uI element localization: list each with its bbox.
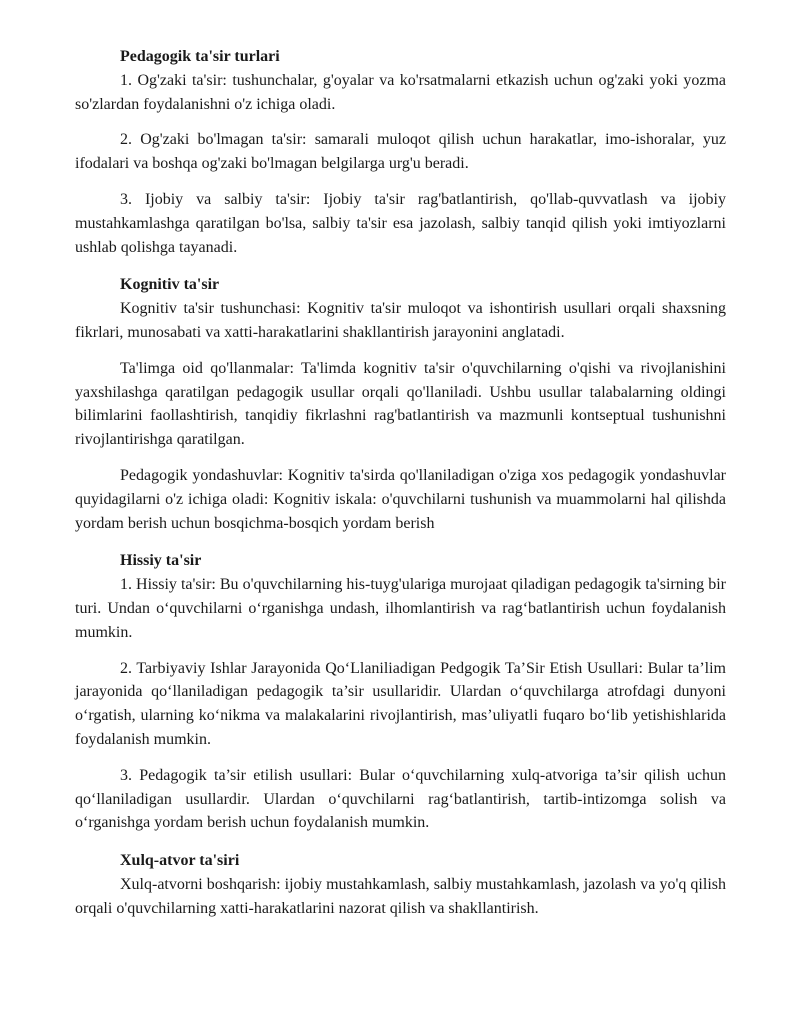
paragraph: Pedagogik yondashuvlar: Kognitiv ta'sirda qo'llaniladigan o'ziga xos pedagogik yondashuvlar quyidagilarni o'z ichiga oladi: Kognitiv iskala: o'quvchilarni tushunish va muammolarni hal qilishda yordam berish uchun bosqichma-bosqich yordam berish <box>75 466 726 532</box>
paragraph: 3. Ijobiy va salbiy ta'sir: Ijobiy ta'sir rag'batlantirish, qo'llab-quvvatlash va ijobiy mustahkamlashga qaratilgan bo'lsa, salbiy ta'sir esa jazolash, salbiy tanqid qilish yoki imtiyozlarni ushlab qolishga tayanadi. <box>75 190 726 256</box>
paragraph: 1. Og'zaki ta'sir: tushunchalar, g'oyalar va ko'rsatmalarni etkazish uchun og'zaki yoki yozma so'zlardan foydalanishni o'z ichiga oladi. <box>75 71 726 113</box>
paragraph: 2. Og'zaki bo'lmagan ta'sir: samarali muloqot qilish uchun harakatlar, imo-ishoralar, yuz ifodalari va boshqa og'zaki bo'lmagan belgilarga urg'u beradi. <box>75 131 726 173</box>
paragraph: 2. Tarbiyaviy Ishlar Jarayonida Qo‘Llaniliadigan Pedgogik Ta’Sir Etish Usullari: Bular ta’lim jarayonida qo‘llaniladigan pedagogik ta’sir usullaridir. Ulardan o‘quvchilarga atrofdagi dunyoni o‘rgatish, ularning ko‘nikma va malakalarini rivojlantirish, mas’uliyatli fuqaro bo‘lib yetishishlarida foydalanish mumkin. <box>75 659 726 748</box>
section-heading: Xulq-atvor ta'siri <box>120 852 240 870</box>
paragraph: 3. Pedagogik ta’sir etilish usullari: Bular o‘quvchilarning xulq-atvoriga ta’sir qilish uchun qo‘llaniladigan usullardir. Ulardan o‘quvchilarni rag‘batlantirish, tartib-intizomga solish va o‘rganishga yordam berish uchun foydalanish mumkin. <box>75 766 726 832</box>
section-pedagogik-tasir-turlari <box>75 45 726 259</box>
section-xulq-atvor-tasiri <box>75 849 726 920</box>
paragraph: Xulq-atvorni boshqarish: ijobiy mustahkamlash, salbiy mustahkamlash, jazolash va yo'q qilish orqali o'quvchilarning xatti-harakatlarini nazorat qilish va shakllantirish. <box>75 875 726 917</box>
section-kognitiv-tasir <box>75 273 726 535</box>
section-heading: Pedagogik ta'sir turlari <box>120 48 280 65</box>
document-page <box>75 45 726 921</box>
section-heading: Kognitiv ta'sir <box>120 276 220 294</box>
section-hissiy-tasir <box>75 549 726 835</box>
paragraph: Ta'limga oid qo'llanmalar: Ta'limda kognitiv ta'sir o'quvchilarning o'qishi va rivojlanishini yaxshilashga qaratilgan pedagogik usullar orqali qo'llaniladi. Ushbu usullar talabalarning oldingi bilimlarini faollashtirish, tanqidiy fikrlashni rag'batlantirish va mazmunli kontseptual tushunishni rivojlantirishga qaratilgan. <box>75 359 726 449</box>
paragraph: 1. Hissiy ta'sir: Bu o'quvchilarning his-tuyg'ulariga murojaat qiladigan pedagogik ta'sirning bir turi. Undan o‘quvchilarni o‘rganishga undash, ilhomlantirish va rag‘batlantirish uchun foydalanish mumkin. <box>75 576 726 641</box>
section-heading: Hissiy ta'sir <box>120 552 202 570</box>
paragraph: Kognitiv ta'sir tushunchasi: Kognitiv ta'sir muloqot va ishontirish usullari orqali shaxsning fikrlari, munosabati va xatti-harakatlarini shakllantirish jarayonini anglatadi. <box>75 300 726 341</box>
